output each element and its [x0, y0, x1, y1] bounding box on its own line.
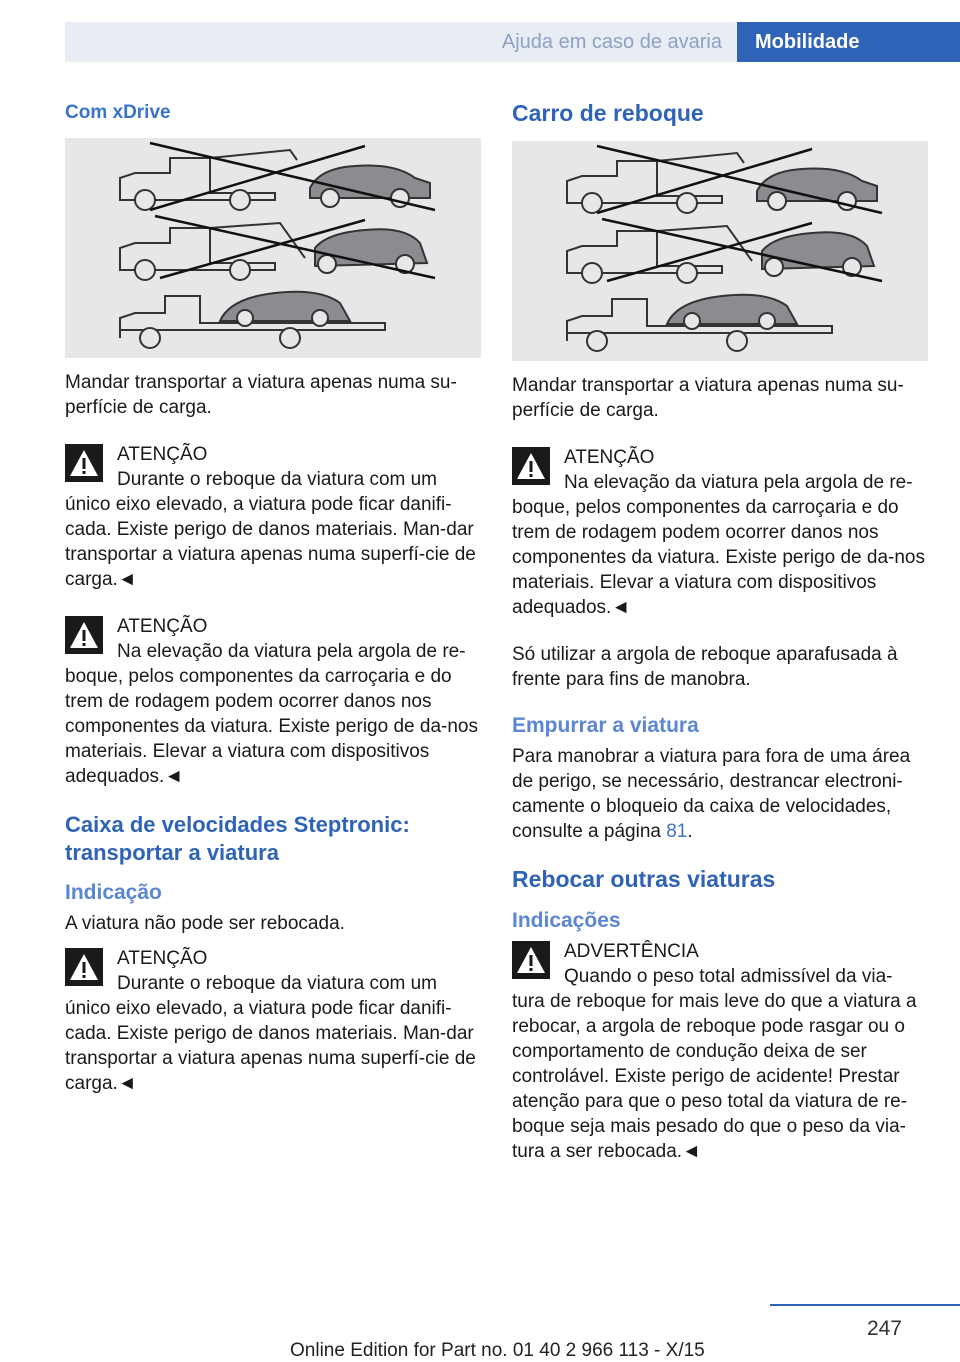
- warning-triangle-icon: [65, 444, 103, 482]
- towing-methods-icon: [512, 141, 928, 361]
- page-number: 247: [866, 1317, 902, 1340]
- warning-block: [65, 614, 481, 789]
- tow-truck-caption: Mandar transportar a viatura apenas numa su-perfície de carga.: [512, 375, 904, 421]
- xdrive-heading: Com xDrive: [65, 102, 171, 123]
- warning-title: ADVERTÊNCIA: [564, 941, 699, 962]
- indicacao-text: A viatura não pode ser rebocada.: [65, 913, 345, 934]
- warning-triangle-icon: [512, 941, 550, 979]
- footer-rule: [770, 1304, 960, 1306]
- warning-block: [512, 939, 928, 1164]
- left-column: [65, 100, 481, 1118]
- warning-first-line: Na elevação da viatura pela argola de re-: [117, 641, 466, 662]
- warning-first-line: Durante o reboque da viatura com um: [117, 469, 438, 490]
- warning-title: ATENÇÃO: [564, 447, 655, 468]
- warning-text: único eixo elevado, a viatura pode ficar danifi-cada. Existe perigo de danos materiais. Man-dar transportar a viatura apenas numa superfí-cie de carga.◄: [65, 998, 476, 1094]
- warning-text: boque, pelos componentes da carroçaria e do trem de rodagem podem ocorrer danos nos componentes da viatura. Existe perigo de da-nos materiais. Elevar a viatura com dispositivos adequados.◄: [512, 497, 925, 618]
- warning-text: boque, pelos componentes da carroçaria e do trem de rodagem podem ocorrer danos nos componentes da viatura. Existe perigo de da-nos materiais. Elevar a viatura com dispositivos adequados.◄: [65, 666, 478, 787]
- warning-block: [512, 445, 928, 620]
- push-heading: Empurrar a viatura: [512, 714, 699, 737]
- towing-illustration: [512, 141, 928, 361]
- warning-title: ATENÇÃO: [117, 948, 208, 969]
- indicacao-heading: Indicação: [65, 881, 162, 904]
- push-text-end: .: [687, 821, 693, 842]
- warning-block: [65, 946, 481, 1096]
- warning-first-line: Quando o peso total admissível da via-: [564, 966, 893, 987]
- warning-first-line: Durante o reboque da viatura com um: [117, 973, 438, 994]
- push-text: [512, 744, 928, 844]
- right-column: [512, 100, 928, 1186]
- warning-text: tura de reboque for mais leve do que a viatura a rebocar, a argola de reboque pode rasgar ou o comportamento de condução deixa de ser controlável. Existe perigo de acidente! Prestar atenção para que o peso total da viatura de re-boque seja mais pesado do que o peso da via-tura a ser rebocada.◄: [512, 991, 917, 1162]
- indicacoes-heading: Indicações: [512, 909, 621, 932]
- section-tab[interactable]: [65, 22, 737, 62]
- steptronic-heading: Caixa de velocidades Steptronic: transportar a viatura: [65, 812, 410, 865]
- tow-other-heading: Rebocar outras viaturas: [512, 866, 776, 892]
- edition-footer: Online Edition for Part no. 01 40 2 966 113 - X/15: [290, 1340, 705, 1361]
- page-link[interactable]: 81: [666, 821, 688, 842]
- warning-first-line: Na elevação da viatura pela argola de re-: [564, 472, 913, 493]
- warning-triangle-icon: [512, 447, 550, 485]
- xdrive-caption: Mandar transportar a viatura apenas numa su-perfície de carga.: [65, 372, 457, 418]
- warning-triangle-icon: [65, 948, 103, 986]
- towing-methods-icon: [65, 138, 481, 358]
- tow-truck-heading: Carro de reboque: [512, 100, 704, 126]
- push-text-body: Para manobrar a viatura para fora de uma área de perigo, se necessário, destrancar electroni-camente o bloqueio da caixa de velocidades, consulte a página: [512, 746, 911, 842]
- chapter-tab[interactable]: [737, 22, 960, 62]
- warning-text: único eixo elevado, a viatura pode ficar danifi-cada. Existe perigo de danos materiais. Man-dar transportar a viatura apenas numa superfí-cie de carga.◄: [65, 494, 476, 590]
- section-tab-label: Ajuda em caso de avaria: [501, 31, 722, 53]
- towing-illustration: [65, 138, 481, 358]
- header-tabs: [65, 22, 960, 62]
- towing-eye-note: Só utilizar a argola de reboque aparafusada à frente para fins de manobra.: [512, 644, 898, 690]
- warning-title: ATENÇÃO: [117, 444, 208, 465]
- warning-block: [65, 442, 481, 592]
- warning-title: ATENÇÃO: [117, 616, 208, 637]
- chapter-tab-label: Mobilidade: [755, 31, 860, 53]
- warning-triangle-icon: [65, 616, 103, 654]
